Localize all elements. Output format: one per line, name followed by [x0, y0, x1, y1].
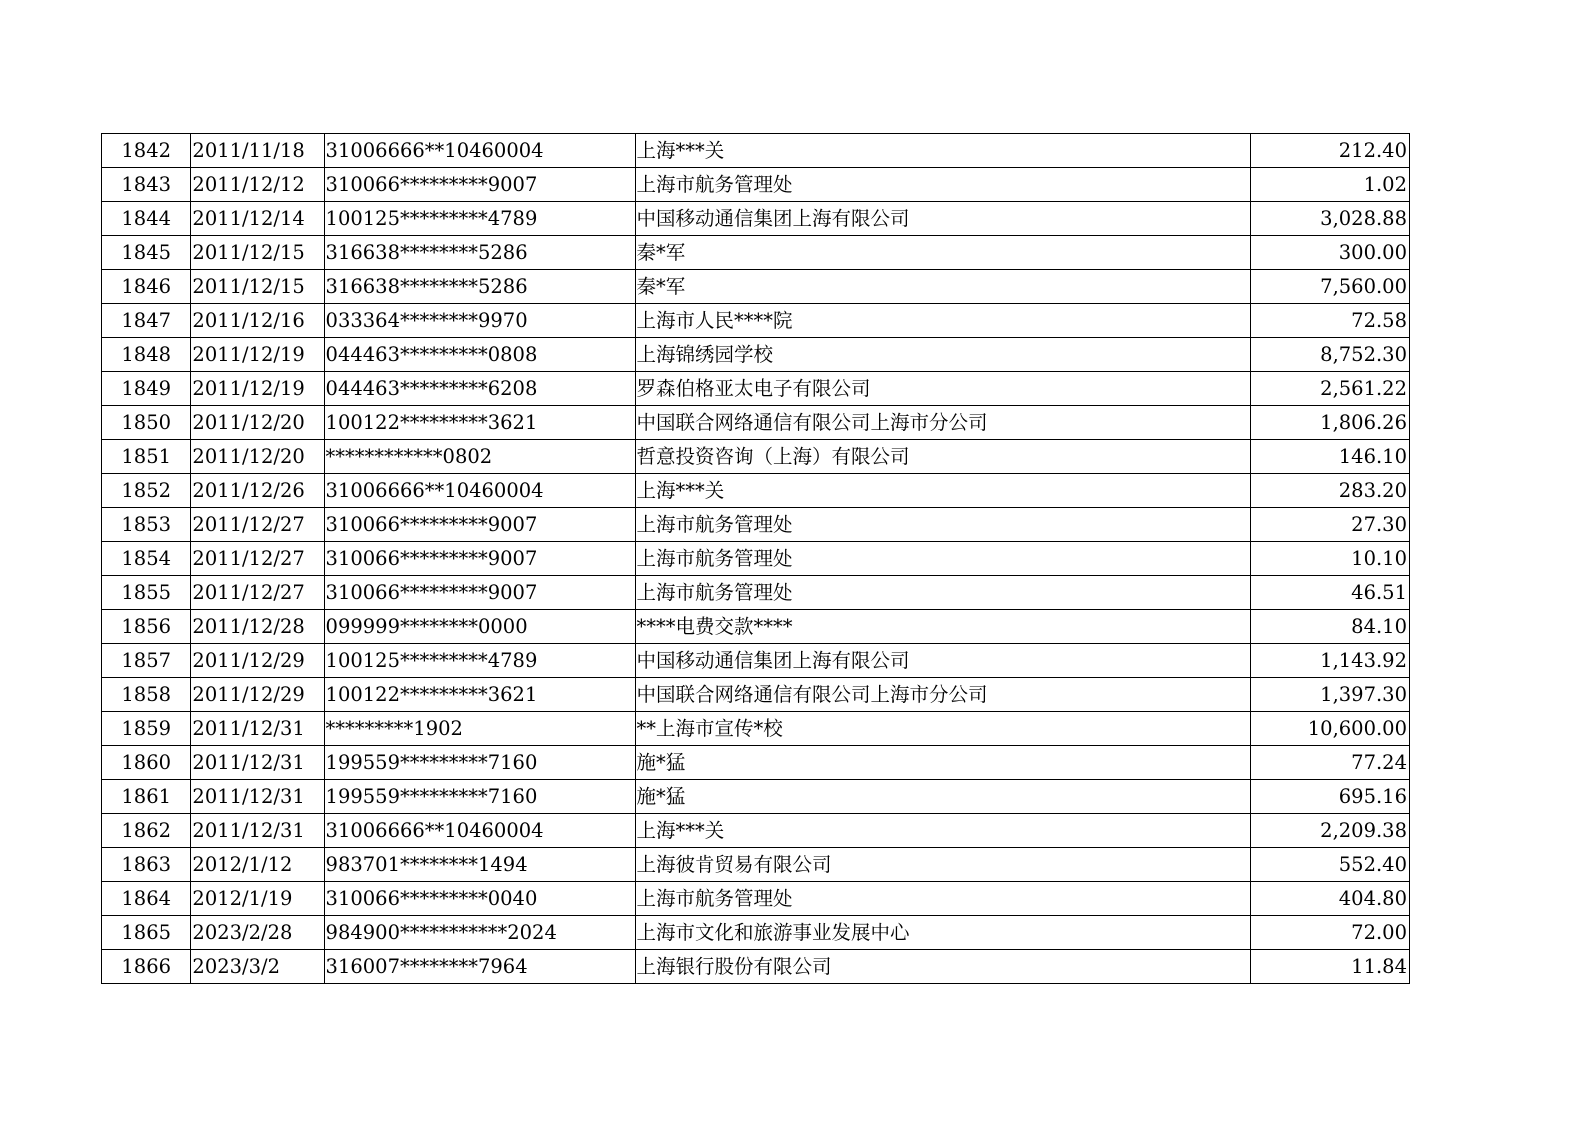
row-date: 2011/12/15 — [191, 236, 324, 270]
table-row — [102, 746, 1410, 780]
row-account: 310066*********0040 — [324, 882, 635, 916]
row-number: 1853 — [102, 508, 191, 542]
row-date: 2012/1/12 — [191, 848, 324, 882]
row-number: 1851 — [102, 440, 191, 474]
row-account: 310066*********9007 — [324, 542, 635, 576]
row-amount: 404.80 — [1251, 882, 1410, 916]
row-payee-name: 上海市文化和旅游事业发展中心 — [635, 916, 1251, 950]
row-amount: 72.00 — [1251, 916, 1410, 950]
row-payee-name: 中国联合网络通信有限公司上海市分公司 — [635, 678, 1251, 712]
table-row — [102, 848, 1410, 882]
row-date: 2011/12/20 — [191, 440, 324, 474]
row-date: 2011/11/18 — [191, 134, 324, 168]
row-account: 310066*********9007 — [324, 168, 635, 202]
row-payee-name: 上海锦绣园学校 — [635, 338, 1251, 372]
row-payee-name: 上海市航务管理处 — [635, 882, 1251, 916]
row-payee-name: 上海***关 — [635, 814, 1251, 848]
row-account: 31006666**10460004 — [324, 474, 635, 508]
row-account: 100125*********4789 — [324, 202, 635, 236]
table-row — [102, 508, 1410, 542]
row-amount: 146.10 — [1251, 440, 1410, 474]
row-date: 2011/12/28 — [191, 610, 324, 644]
table-row — [102, 950, 1410, 984]
row-number: 1847 — [102, 304, 191, 338]
row-payee-name: 上海***关 — [635, 474, 1251, 508]
row-date: 2011/12/31 — [191, 746, 324, 780]
row-account: 044463*********0808 — [324, 338, 635, 372]
row-payee-name: 施*猛 — [635, 746, 1251, 780]
row-number: 1854 — [102, 542, 191, 576]
row-amount: 10.10 — [1251, 542, 1410, 576]
row-amount: 3,028.88 — [1251, 202, 1410, 236]
row-number: 1850 — [102, 406, 191, 440]
row-amount: 1,143.92 — [1251, 644, 1410, 678]
row-date: 2011/12/27 — [191, 508, 324, 542]
table-row — [102, 916, 1410, 950]
row-amount: 2,561.22 — [1251, 372, 1410, 406]
row-payee-name: ****电费交款**** — [635, 610, 1251, 644]
row-date: 2011/12/15 — [191, 270, 324, 304]
table-row — [102, 168, 1410, 202]
table-row — [102, 712, 1410, 746]
row-account: 310066*********9007 — [324, 508, 635, 542]
row-account: 199559*********7160 — [324, 780, 635, 814]
row-amount: 27.30 — [1251, 508, 1410, 542]
row-number: 1864 — [102, 882, 191, 916]
row-amount: 1,806.26 — [1251, 406, 1410, 440]
row-number: 1855 — [102, 576, 191, 610]
row-number: 1857 — [102, 644, 191, 678]
table-row — [102, 644, 1410, 678]
row-amount: 84.10 — [1251, 610, 1410, 644]
row-amount: 10,600.00 — [1251, 712, 1410, 746]
row-account: 033364********9970 — [324, 304, 635, 338]
row-number: 1865 — [102, 916, 191, 950]
row-amount: 11.84 — [1251, 950, 1410, 984]
row-date: 2012/1/19 — [191, 882, 324, 916]
row-amount: 552.40 — [1251, 848, 1410, 882]
row-amount: 77.24 — [1251, 746, 1410, 780]
row-number: 1845 — [102, 236, 191, 270]
row-account: ************0802 — [324, 440, 635, 474]
row-payee-name: 上海彼肯贸易有限公司 — [635, 848, 1251, 882]
row-amount: 8,752.30 — [1251, 338, 1410, 372]
row-payee-name: **上海市宣传*校 — [635, 712, 1251, 746]
table-body — [102, 134, 1410, 984]
row-date: 2011/12/29 — [191, 644, 324, 678]
table-row — [102, 406, 1410, 440]
row-date: 2011/12/16 — [191, 304, 324, 338]
row-payee-name: 罗森伯格亚太电子有限公司 — [635, 372, 1251, 406]
row-account: 100125*********4789 — [324, 644, 635, 678]
row-amount: 2,209.38 — [1251, 814, 1410, 848]
row-number: 1863 — [102, 848, 191, 882]
transactions-table — [101, 133, 1410, 984]
table-row — [102, 576, 1410, 610]
row-payee-name: 上海市人民****院 — [635, 304, 1251, 338]
row-payee-name: 中国移动通信集团上海有限公司 — [635, 202, 1251, 236]
table-row — [102, 440, 1410, 474]
row-number: 1860 — [102, 746, 191, 780]
row-payee-name: 中国联合网络通信有限公司上海市分公司 — [635, 406, 1251, 440]
row-number: 1856 — [102, 610, 191, 644]
row-date: 2011/12/31 — [191, 712, 324, 746]
row-date: 2011/12/27 — [191, 576, 324, 610]
row-amount: 1.02 — [1251, 168, 1410, 202]
row-account: 983701********1494 — [324, 848, 635, 882]
table-row — [102, 236, 1410, 270]
row-payee-name: 上海银行股份有限公司 — [635, 950, 1251, 984]
row-account: 100122*********3621 — [324, 406, 635, 440]
row-payee-name: 中国移动通信集团上海有限公司 — [635, 644, 1251, 678]
row-account: 310066*********9007 — [324, 576, 635, 610]
row-amount: 1,397.30 — [1251, 678, 1410, 712]
row-account: 31006666**10460004 — [324, 134, 635, 168]
table-row — [102, 542, 1410, 576]
row-date: 2011/12/29 — [191, 678, 324, 712]
row-number: 1843 — [102, 168, 191, 202]
row-account: 316638********5286 — [324, 270, 635, 304]
row-account: 199559*********7160 — [324, 746, 635, 780]
row-number: 1858 — [102, 678, 191, 712]
row-account: 044463*********6208 — [324, 372, 635, 406]
row-date: 2011/12/20 — [191, 406, 324, 440]
row-number: 1849 — [102, 372, 191, 406]
row-number: 1862 — [102, 814, 191, 848]
row-number: 1848 — [102, 338, 191, 372]
row-date: 2011/12/19 — [191, 338, 324, 372]
row-number: 1861 — [102, 780, 191, 814]
row-date: 2023/3/2 — [191, 950, 324, 984]
row-date: 2011/12/26 — [191, 474, 324, 508]
row-account: 316638********5286 — [324, 236, 635, 270]
row-amount: 212.40 — [1251, 134, 1410, 168]
row-date: 2011/12/14 — [191, 202, 324, 236]
row-date: 2011/12/19 — [191, 372, 324, 406]
row-account: 100122*********3621 — [324, 678, 635, 712]
row-date: 2011/12/12 — [191, 168, 324, 202]
row-date: 2011/12/31 — [191, 780, 324, 814]
table-row — [102, 338, 1410, 372]
table-row — [102, 202, 1410, 236]
row-number: 1844 — [102, 202, 191, 236]
row-date: 2023/2/28 — [191, 916, 324, 950]
table-row — [102, 372, 1410, 406]
row-payee-name: 施*猛 — [635, 780, 1251, 814]
row-account: 31006666**10460004 — [324, 814, 635, 848]
row-payee-name: 秦*军 — [635, 270, 1251, 304]
row-payee-name: 秦*军 — [635, 236, 1251, 270]
row-account: 316007********7964 — [324, 950, 635, 984]
row-amount: 7,560.00 — [1251, 270, 1410, 304]
table-row — [102, 134, 1410, 168]
row-number: 1859 — [102, 712, 191, 746]
row-payee-name: 上海市航务管理处 — [635, 576, 1251, 610]
row-amount: 695.16 — [1251, 780, 1410, 814]
table-row — [102, 814, 1410, 848]
table-row — [102, 882, 1410, 916]
table-row — [102, 780, 1410, 814]
row-account: *********1902 — [324, 712, 635, 746]
row-date: 2011/12/31 — [191, 814, 324, 848]
row-amount: 300.00 — [1251, 236, 1410, 270]
row-payee-name: 上海***关 — [635, 134, 1251, 168]
row-amount: 283.20 — [1251, 474, 1410, 508]
row-number: 1866 — [102, 950, 191, 984]
table-row — [102, 474, 1410, 508]
row-amount: 46.51 — [1251, 576, 1410, 610]
table-row — [102, 270, 1410, 304]
row-amount: 72.58 — [1251, 304, 1410, 338]
table-row — [102, 678, 1410, 712]
row-number: 1846 — [102, 270, 191, 304]
table-row — [102, 610, 1410, 644]
row-payee-name: 上海市航务管理处 — [635, 168, 1251, 202]
row-account: 984900***********2024 — [324, 916, 635, 950]
row-number: 1852 — [102, 474, 191, 508]
row-payee-name: 上海市航务管理处 — [635, 542, 1251, 576]
row-account: 099999********0000 — [324, 610, 635, 644]
row-date: 2011/12/27 — [191, 542, 324, 576]
row-number: 1842 — [102, 134, 191, 168]
row-payee-name: 上海市航务管理处 — [635, 508, 1251, 542]
row-payee-name: 哲意投资咨询（上海）有限公司 — [635, 440, 1251, 474]
table-row — [102, 304, 1410, 338]
